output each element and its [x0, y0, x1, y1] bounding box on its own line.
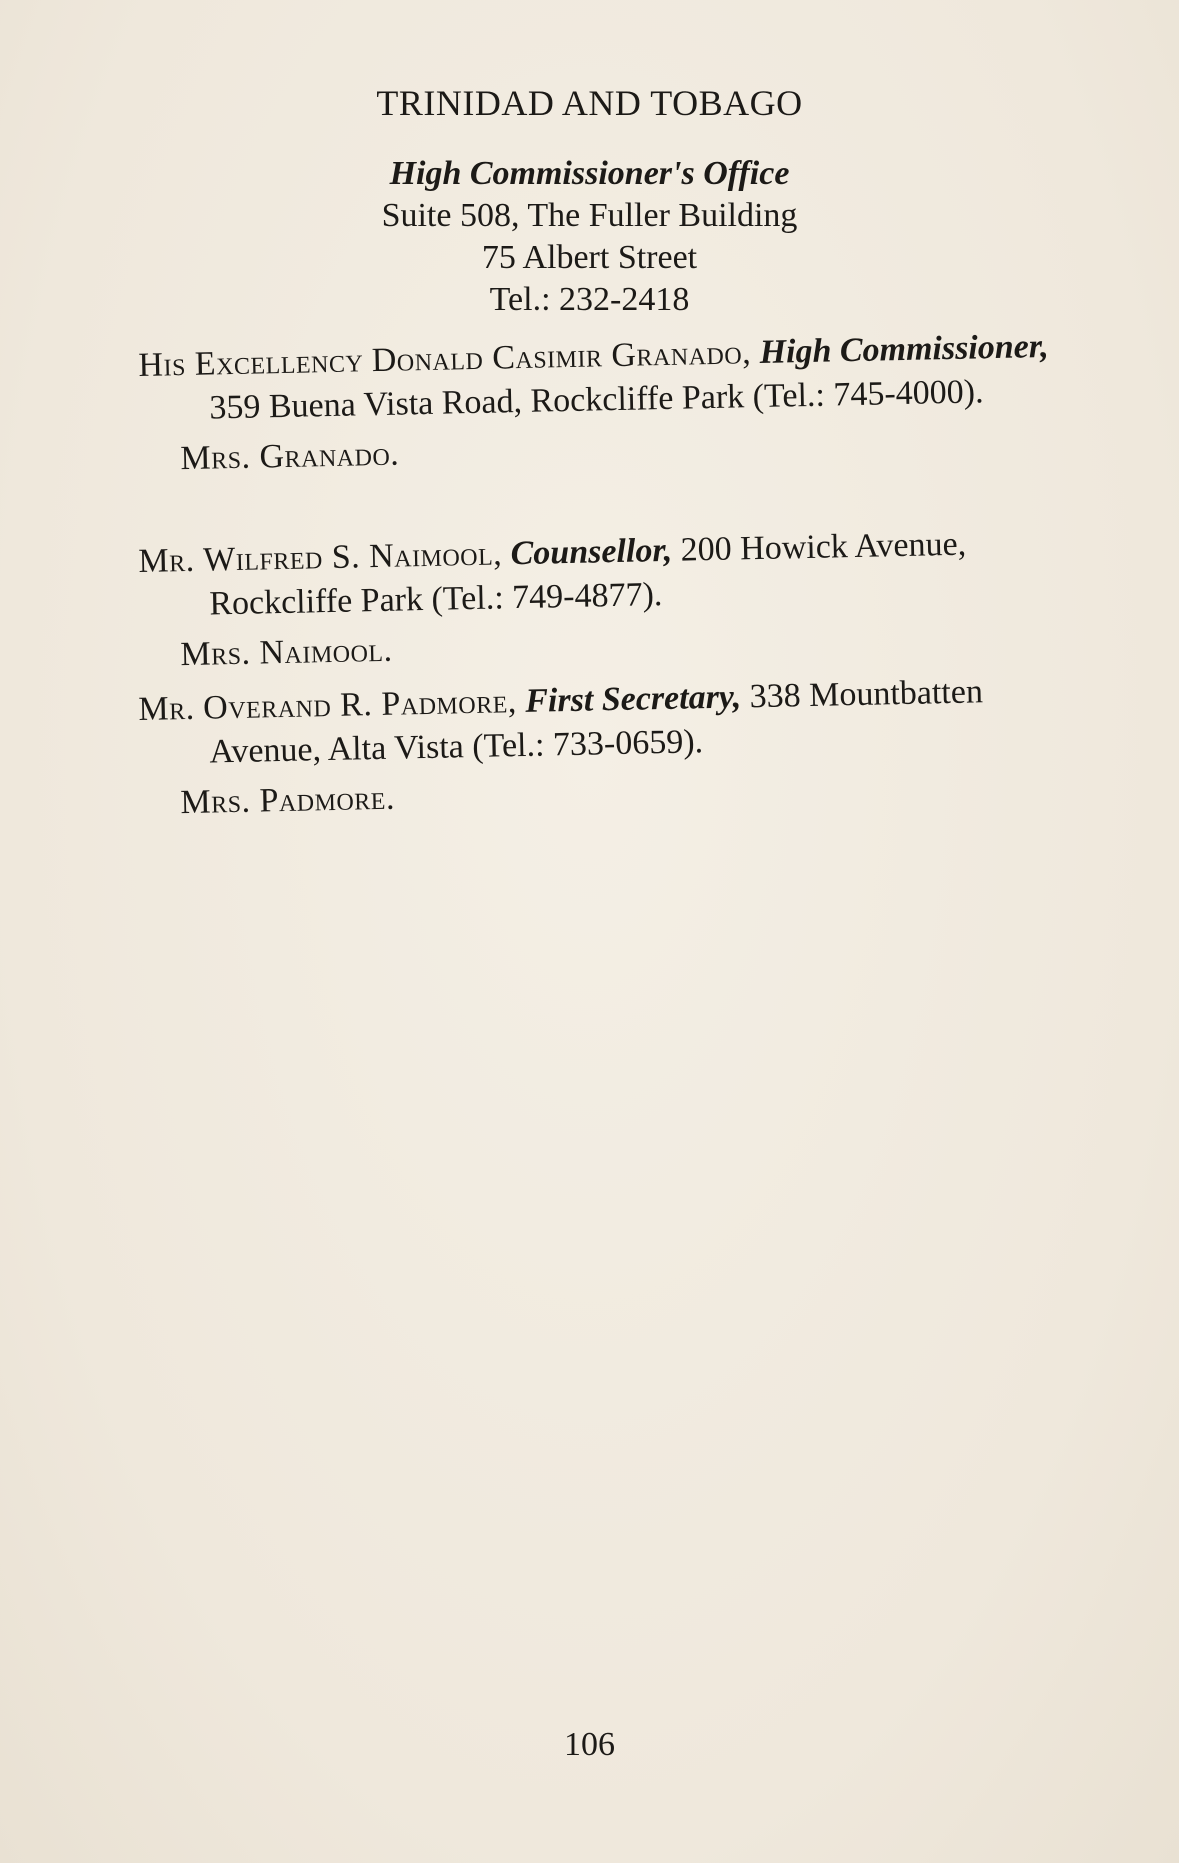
country-heading: TRINIDAD AND TOBAGO	[376, 83, 803, 123]
staff-address: 338 Mountbatten Avenue, Alta Vista (Tel.: 733-0659).	[208, 673, 984, 771]
staff-address: 359 Buena Vista Road, Rockcliffe Park (Tel.: 745-4000).	[208, 373, 984, 427]
honorific: Mr.	[138, 689, 196, 728]
staff-person	[138, 521, 1052, 628]
staff-entry	[138, 521, 1053, 678]
staff-person	[138, 669, 1052, 776]
staff-address: 200 Howick Avenue, Rockcliffe Park (Tel.: 749-4877).	[208, 525, 967, 623]
staff-title: Counsellor,	[510, 531, 673, 573]
spouse-name: Mrs. Naimool.	[180, 631, 393, 674]
office-name: High Commissioner's Office	[389, 155, 790, 192]
honorific: His Excellency	[138, 342, 364, 384]
staff-title: First Secretary,	[524, 678, 742, 720]
spouse-name: Mrs. Granado.	[180, 435, 400, 478]
honorific: Mr.	[138, 541, 196, 580]
staff-person	[138, 325, 1052, 432]
page-number: 106	[564, 1726, 615, 1763]
office-telephone: Tel.: 232-2418	[489, 281, 690, 318]
staff-entry	[138, 669, 1053, 826]
spouse-name: Mrs. Padmore.	[180, 779, 396, 822]
office-address-line-2: 75 Albert Street	[481, 239, 698, 276]
staff-entry	[138, 325, 1053, 482]
staff-title: High Commissioner,	[759, 327, 1050, 371]
staff-name: Wilfred S. Naimool,	[202, 535, 503, 579]
staff-name: Overand R. Padmore,	[202, 683, 518, 727]
staff-name: Donald Casimir Granado,	[371, 334, 752, 380]
office-address-line-1: Suite 508, The Fuller Building	[381, 197, 798, 234]
